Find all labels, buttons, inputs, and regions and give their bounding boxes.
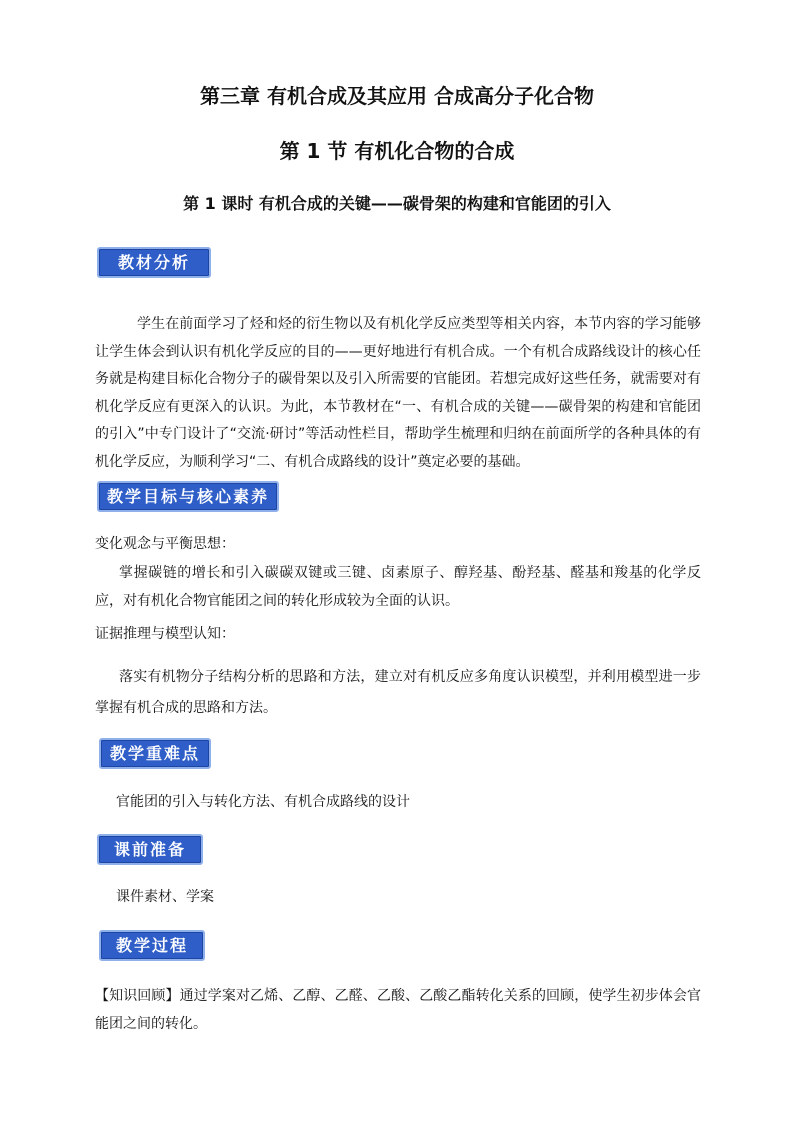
goals-item1-text: 掌握碳链的增长和引入碳碳双键或三键、卤素原子、醇羟基、酚羟基、醛基和羧基的化学反应，对有机化合物官能团之间的转化形成较为全面的认识。 <box>95 565 701 609</box>
key-points-text: 官能团的引入与转化方法、有机合成路线的设计 <box>116 794 410 810</box>
analysis-heading-badge: 教材分析 <box>97 247 211 278</box>
lesson-title: 第 1 课时 有机合成的关键——碳骨架的构建和官能团的引入 <box>183 194 611 213</box>
process-heading-badge: 教学过程 <box>99 930 205 961</box>
goals-item1-title: 变化观念与平衡思想： <box>95 536 235 552</box>
preparation-text: 课件素材、学案 <box>116 889 214 905</box>
goals-item2-title: 证据推理与模型认知： <box>95 626 235 642</box>
key-points-heading-badge: 教学重难点 <box>99 738 211 769</box>
chapter-title: 第三章 有机合成及其应用 合成高分子化合物 <box>200 84 594 108</box>
section-title: 第 1 节 有机化合物的合成 <box>279 139 515 163</box>
goals-heading-badge: 教学目标与核心素养 <box>97 481 279 512</box>
analysis-paragraph: 学生在前面学习了烃和烃的衍生物以及有机化学反应类型等相关内容，本节内容的学习能够让学生体会到认识有机化学反应的目的——更好地进行有机合成。一个有机合成路线设计的核心任务就是构建目标化合物分子的碳骨架以及引入所需要的官能团。若想完成好这些任务，就需要对有机化学反应有更深入的认识。为此，本节教材在“一、有机合成的关键——碳骨架的构建和官能团的引入”中专门设计了“交流·研讨”等活动性栏目，帮助学生梳理和归纳在前面所学的各种具体的有机化学反应，为顺利学习“二、有机合成路线的设计”奠定必要的基础。 <box>95 316 701 470</box>
goals-item2-text: 落实有机物分子结构分析的思路和方法，建立对有机反应多角度认识模型，并利用模型进一步掌握有机合成的思路和方法。 <box>95 669 701 716</box>
preparation-heading-badge: 课前准备 <box>97 834 203 865</box>
process-text: 【知识回顾】通过学案对乙烯、乙醇、乙醛、乙酸、乙酸乙酯转化关系的回顾，使学生初步体会官能团之间的转化。 <box>95 988 701 1032</box>
